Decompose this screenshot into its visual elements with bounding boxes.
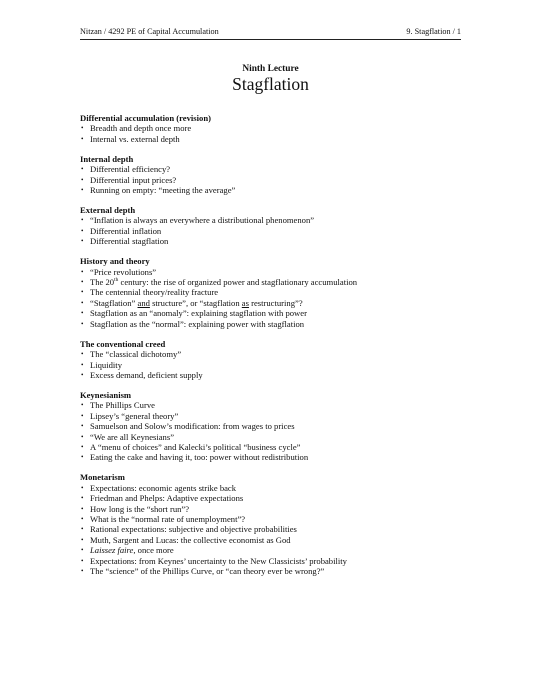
list-item: • Stagflation as an “anomaly”: explaining stagflation with power <box>80 308 461 318</box>
section-keynesianism <box>80 390 461 463</box>
section-heading: Keynesianism <box>80 389 132 400</box>
list-item: • Differential inflation <box>80 226 461 236</box>
page-header <box>80 27 461 37</box>
list-item: • “Price revolutions” <box>80 267 461 277</box>
lecture-title: Stagflation <box>232 74 309 94</box>
list-item: • Differential efficiency? <box>80 164 461 174</box>
section-external-depth <box>80 205 461 247</box>
outline <box>80 113 461 586</box>
list-item: • The “classical dichotomy” <box>80 349 461 359</box>
list-item: • “Stagflation” and structure”, or “stagflation as restructuring”? <box>80 298 461 308</box>
list-item: • Differential input prices? <box>80 175 461 185</box>
section-conventional-creed <box>80 339 461 381</box>
list-item: • Samuelson and Solow’s modification: from wages to prices <box>80 421 461 431</box>
list-item: • Breadth and depth once more <box>80 123 461 133</box>
bullet-list <box>80 483 461 577</box>
list-item: • Eating the cake and having it, too: power without redistribution <box>80 452 461 462</box>
list-item: • Differential stagflation <box>80 236 461 246</box>
bullet-list <box>80 349 461 380</box>
list-item: • Excess demand, deficient supply <box>80 370 461 380</box>
bullet-list <box>80 215 461 246</box>
section-history-and-theory <box>80 256 461 329</box>
list-item: • How long is the “short run”? <box>80 504 461 514</box>
section-differential-accumulation <box>80 113 461 144</box>
list-item: • Laissez faire, once more <box>80 545 461 555</box>
list-item: • A “menu of choices” and Kalecki’s political “business cycle” <box>80 442 461 452</box>
list-item: • “Inflation is always an everywhere a distributional phenomenon” <box>80 215 461 225</box>
section-heading: Internal depth <box>80 153 134 164</box>
list-item: • Internal vs. external depth <box>80 134 461 144</box>
list-item: • Running on empty: “meeting the average” <box>80 185 461 195</box>
section-heading: The conventional creed <box>80 338 166 349</box>
header-page-number: 9. Stagflation / 1 <box>406 27 461 36</box>
bullet-list <box>80 400 461 462</box>
superscript: th <box>114 277 119 284</box>
underlined-word: as <box>241 297 249 308</box>
list-item: • Expectations: economic agents strike back <box>80 483 461 493</box>
underlined-word: and <box>137 297 150 308</box>
section-heading: Monetarism <box>80 472 125 483</box>
list-item: • Lipsey’s “general theory” <box>80 411 461 421</box>
list-item: • Friedman and Phelps: Adaptive expectations <box>80 493 461 503</box>
section-internal-depth <box>80 154 461 196</box>
header-rule <box>80 39 461 40</box>
list-item: • Muth, Sargent and Lucas: the collective economist as God <box>80 535 461 545</box>
list-item: • Expectations: from Keynes’ uncertainty to the New Classicists’ probability <box>80 556 461 566</box>
list-item: • The Phillips Curve <box>80 400 461 410</box>
section-heading: External depth <box>80 205 136 216</box>
bullet-list <box>80 164 461 195</box>
list-item: • What is the “normal rate of unemployment”? <box>80 514 461 524</box>
list-item: • Liquidity <box>80 360 461 370</box>
list-item: • The centennial theory/reality fracture <box>80 287 461 297</box>
list-item: • The 20th century: the rise of organized power and stagflationary accumulation <box>80 277 461 287</box>
section-monetarism <box>80 472 461 576</box>
section-heading: History and theory <box>80 256 150 267</box>
bullet-list <box>80 123 461 144</box>
list-item: • Rational expectations: subjective and objective probabilities <box>80 524 461 534</box>
section-heading: Differential accumulation (revision) <box>80 113 211 123</box>
bullet-list <box>80 267 461 329</box>
header-course: Nitzan / 4292 PE of Capital Accumulation <box>80 27 219 36</box>
list-item: • “We are all Keynesians” <box>80 432 461 442</box>
list-item: • Stagflation as the “normal”: explaining power with stagflation <box>80 319 461 329</box>
lecture-subtitle: Ninth Lecture <box>242 64 299 74</box>
italic-phrase: Laissez faire <box>90 545 134 556</box>
list-item: • The “science” of the Phillips Curve, or “can theory ever be wrong?” <box>80 566 461 576</box>
